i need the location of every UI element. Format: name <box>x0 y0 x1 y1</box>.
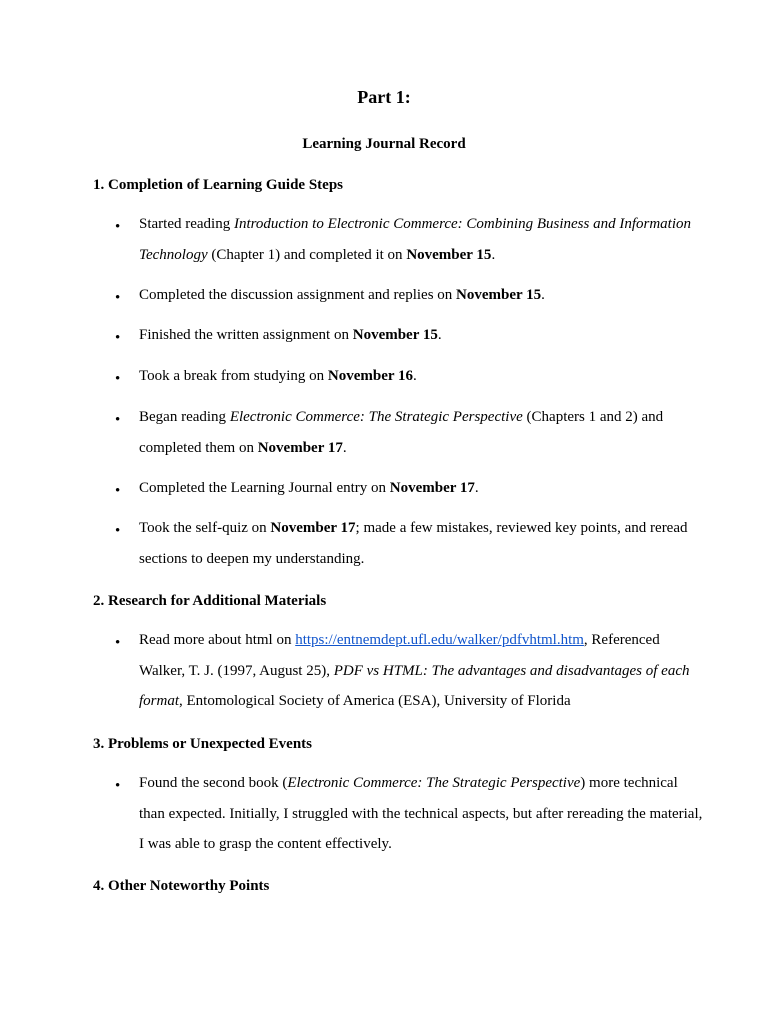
list-item: Found the second book (Electronic Commerce: The Strategic Perspective) more technical than expected. Initially, I struggled with the technical aspects, but after rereading the material, I was able to grasp the content effectively. <box>139 775 703 852</box>
book-title: Electronic Commerce: The Strategic Perspective <box>229 409 523 425</box>
bullet-icon: • <box>115 412 121 428</box>
date-text: November 17 <box>389 480 475 496</box>
date-text: November 15 <box>456 287 542 303</box>
list-item: Started reading Introduction to Electronic Commerce: Combining Business and Information Technology (Chapter 1) and completed it on November 15. <box>139 216 691 263</box>
section-heading-1: 1. Completion of Learning Guide Steps <box>93 177 344 193</box>
reference-title: format <box>139 693 180 709</box>
bullet-icon: • <box>115 523 121 539</box>
bullet-icon: • <box>115 483 121 499</box>
section-heading-2: 2. Research for Additional Materials <box>93 593 327 609</box>
bullet-icon: • <box>115 371 121 387</box>
bullet-icon: • <box>115 635 121 651</box>
list-item: Completed the discussion assignment and replies on November 15. <box>139 287 545 303</box>
date-text: November 17 <box>257 439 343 456</box>
list-item: Completed the Learning Journal entry on November 17. <box>139 480 479 496</box>
list-item: Read more about html on https://entnemdept.ufl.edu/walker/pdfvhtml.htm, Referenced Walker, T. J. (1997, August 25), PDF vs HTML: The advantages and disadvantages of each format, Entomological Society of America (ESA), University of Florida <box>139 632 690 709</box>
bullet-icon: • <box>115 290 121 306</box>
date-text: November 15 <box>406 246 492 263</box>
date-text: November 15 <box>352 327 438 343</box>
list-item: Took the self-quiz on November 17; made a few mistakes, reviewed key points, and reread sections to deepen my understanding. <box>139 520 688 567</box>
bullet-icon: • <box>115 330 121 346</box>
date-text: November 16 <box>327 368 414 384</box>
section-heading-4: 4. Other Noteworthy Points <box>93 878 270 894</box>
reference-title: PDF vs HTML: The advantages and disadvantages of each <box>333 662 690 679</box>
book-title: Introduction to Electronic Commerce: Combining Business and Information <box>233 216 691 232</box>
list-item: Took a break from studying on November 16. <box>139 368 417 384</box>
reference-link[interactable]: https://entnemdept.ufl.edu/walker/pdfvhtml.htm <box>295 632 584 648</box>
page-subtitle: Learning Journal Record <box>302 136 466 152</box>
book-title: Technology <box>139 246 208 263</box>
list-item: Finished the written assignment on November 15. <box>139 327 442 343</box>
section-heading-3: 3. Problems or Unexpected Events <box>93 736 313 752</box>
bullet-icon: • <box>115 778 121 794</box>
date-text: November 17 <box>270 520 356 536</box>
bullet-icon: • <box>115 219 121 235</box>
book-title: Electronic Commerce: The Strategic Perspective <box>287 775 581 791</box>
list-item: Began reading Electronic Commerce: The Strategic Perspective (Chapters 1 and 2) and completed them on November 17. <box>139 409 664 456</box>
page-title: Part 1: <box>357 87 411 107</box>
